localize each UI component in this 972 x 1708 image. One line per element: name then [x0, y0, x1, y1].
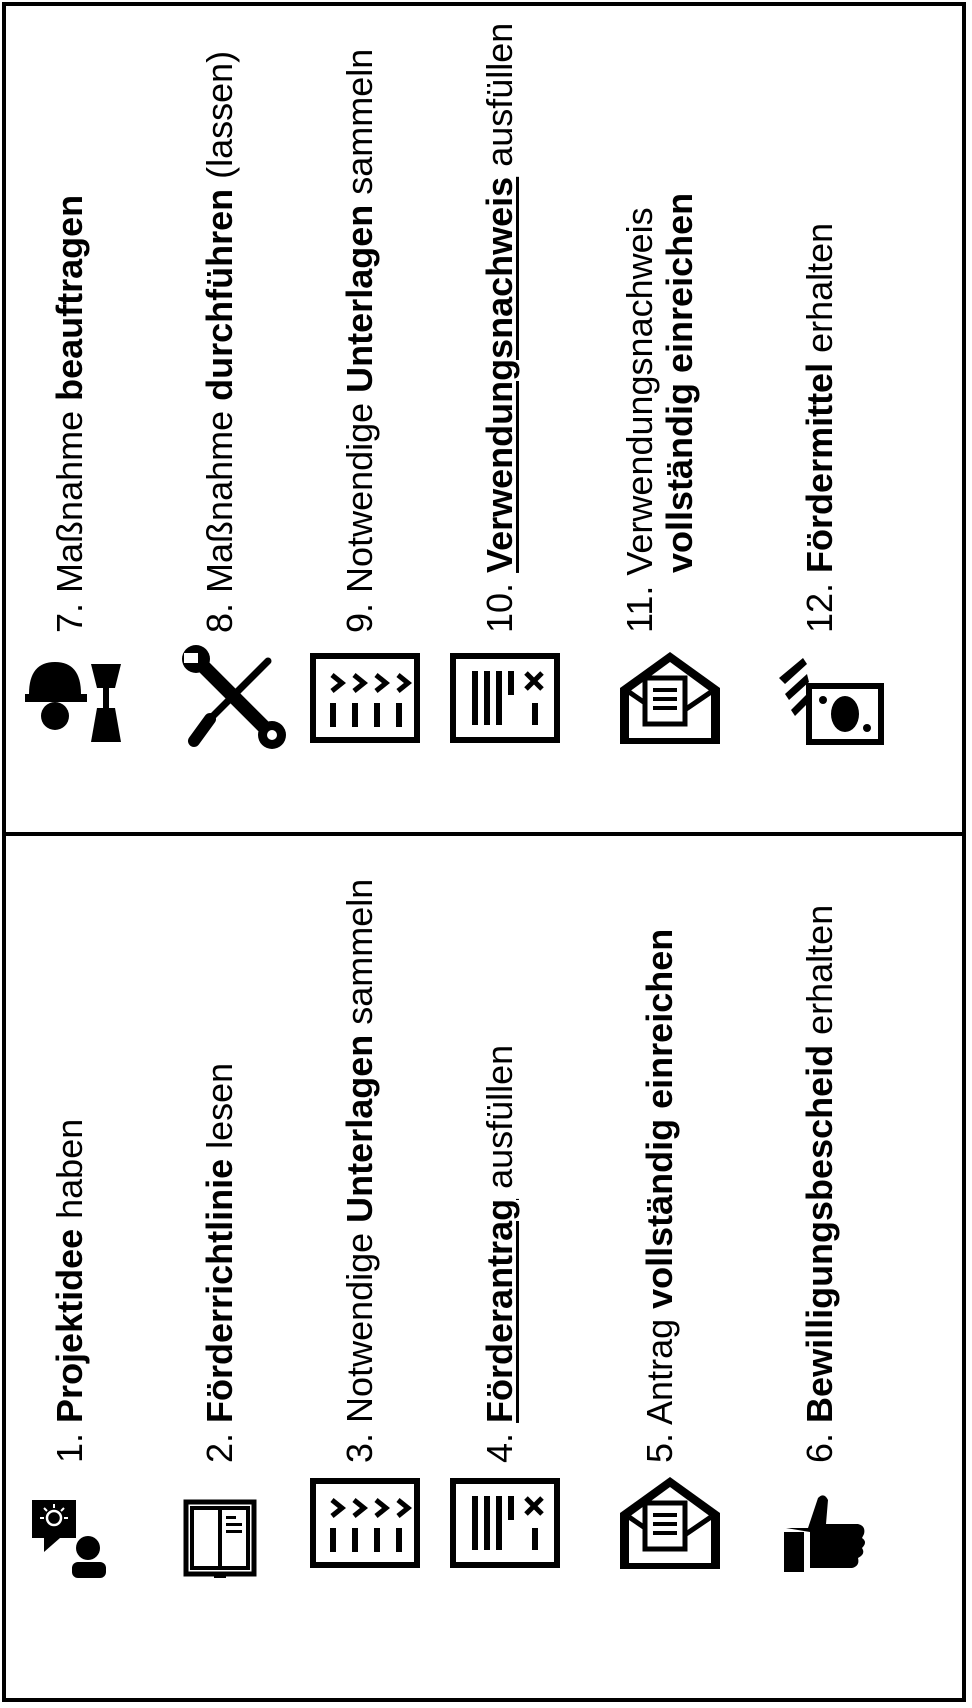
step-5: [640, 929, 680, 1463]
step-number: 5.: [639, 1432, 680, 1463]
step-text-part: Förderrichtlinie: [199, 1158, 240, 1423]
envelope-icon: [615, 648, 725, 748]
step-text-part: Bewilligungsbescheid: [799, 1044, 840, 1423]
step-text-part: Notwendige: [339, 392, 380, 593]
money-icon: [775, 648, 885, 748]
step-number: 2.: [199, 1432, 240, 1463]
thumbs-up-icon: [780, 1488, 870, 1578]
step-number: 9.: [339, 602, 380, 633]
step-2: [200, 1063, 240, 1463]
step-text-part: Antrag: [639, 1308, 680, 1425]
step-text-part: beauftragen: [49, 194, 90, 401]
step-9: [340, 49, 380, 633]
step-text-part: ausfüllen: [479, 22, 520, 177]
step-text-part: haben: [49, 1118, 90, 1229]
step-8: [200, 51, 240, 633]
checklist-icon: [310, 1478, 420, 1568]
step-text-part: Projektidee: [49, 1228, 90, 1423]
form-icon: [450, 1478, 560, 1568]
step-7: [50, 195, 90, 633]
step-number: 7.: [49, 602, 90, 633]
book-icon: [180, 1498, 260, 1578]
step-text-part: lesen: [199, 1062, 240, 1159]
tools-icon: [180, 643, 290, 753]
step-text-part: vollständig einreichen: [639, 928, 680, 1309]
form-icon: [450, 653, 560, 743]
step-text-part: Maßnahme: [199, 400, 240, 593]
step-number: 4.: [479, 1432, 520, 1463]
checklist-icon: [310, 653, 420, 743]
step-text-part: Fördermittel: [799, 362, 840, 573]
step-12: [800, 223, 840, 633]
step-text-part: Förderantrag: [479, 1198, 520, 1423]
envelope-icon: [615, 1473, 725, 1573]
step-second-line: [660, 193, 700, 633]
step-text-part: Unterlagen: [339, 204, 380, 393]
step-4: [480, 1045, 520, 1463]
step-10: [480, 23, 520, 633]
step-text-part: sammeln: [339, 878, 380, 1035]
step-text-part: (lassen): [199, 50, 240, 189]
step-text-part: sammeln: [339, 48, 380, 205]
step-text-part: Notwendige: [339, 1222, 380, 1423]
worker-icon: [25, 658, 125, 748]
step-text-part: Verwendungsnachweis: [619, 207, 660, 576]
step-text-part: erhalten: [799, 904, 840, 1045]
step-text-part: vollständig einreichen: [659, 192, 700, 573]
step-text-part: erhalten: [799, 222, 840, 363]
step-number: 10.: [479, 582, 520, 633]
step-6: [800, 905, 840, 1463]
step-text-part: Maßnahme: [49, 400, 90, 593]
step-11: [620, 193, 700, 633]
step-text-part: Verwendungsnachweis: [479, 176, 520, 573]
step-number: 11.: [619, 585, 660, 633]
step-number: 6.: [799, 1432, 840, 1463]
idea-person-icon: [30, 1498, 110, 1578]
step-text-part: ausfüllen: [479, 1044, 520, 1199]
step-number: 3.: [339, 1432, 380, 1463]
step-number: 8.: [199, 602, 240, 633]
step-text-part: Unterlagen: [339, 1034, 380, 1223]
step-3: [340, 879, 380, 1463]
step-1: [50, 1119, 90, 1463]
step-text-part: durchführen: [199, 188, 240, 401]
step-number: 1.: [49, 1432, 90, 1463]
step-number: 12.: [799, 582, 840, 633]
